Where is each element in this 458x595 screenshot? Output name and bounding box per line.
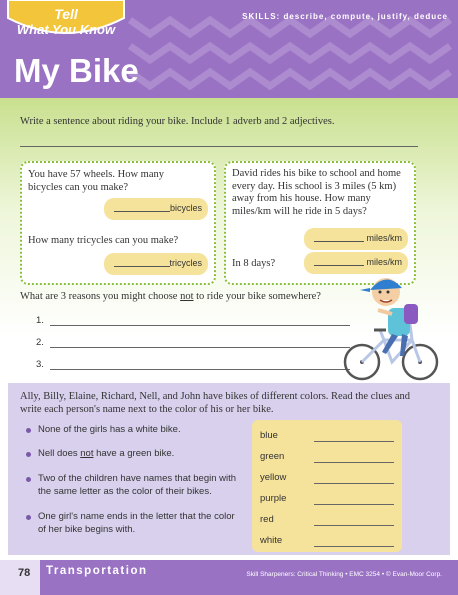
skills-label: SKILLS: describe, compute, justify, deduce	[242, 12, 448, 21]
section-name: Transportation	[46, 565, 148, 577]
page-title: My Bike	[14, 52, 139, 89]
clue-4: One girl's name ends in the letter that the color of her bike begins with.	[38, 511, 235, 535]
tricycles-blank	[114, 266, 170, 267]
bicycles-blank	[114, 211, 170, 212]
badge-line-2: What You Know	[16, 22, 116, 37]
color-label-red: red	[260, 514, 274, 525]
five-days-blank	[314, 241, 364, 242]
clue-1: None of the girls has a white bike.	[38, 424, 181, 435]
sentence-answer-line[interactable]	[20, 146, 418, 147]
bicycles-answer-field[interactable]	[104, 198, 208, 220]
tell-what-you-know-badge	[4, 0, 128, 56]
bullet-icon	[26, 515, 31, 520]
wheels-question: You have 57 wheels. How many bicycles can you make?	[28, 169, 165, 193]
clue-2-end: have a green bike.	[93, 448, 175, 459]
david-question: David rides his bike to school and home every day. His school is 3 miles (5 km) away from his house. How many miles/km will he ride in 5 days?	[232, 168, 401, 217]
answer-line-purple[interactable]	[314, 504, 394, 505]
tricycles-question: How many tricycles can you make?	[28, 235, 179, 246]
eight-days-unit: miles/km	[366, 257, 402, 267]
answer-line-green[interactable]	[314, 462, 394, 463]
answer-line-white[interactable]	[314, 546, 394, 547]
answer-line-red[interactable]	[314, 525, 394, 526]
color-label-purple: purple	[260, 493, 287, 504]
bicycles-unit: bicycles	[169, 203, 202, 213]
sentence-prompt: Write a sentence about riding your bike. Include 1 adverb and 2 adjectives.	[20, 116, 335, 127]
eight-days-question: In 8 days?	[232, 258, 276, 269]
clue-2-start: Nell does	[38, 448, 81, 459]
color-label-yellow: yellow	[260, 472, 287, 483]
color-label-green: green	[260, 451, 285, 462]
answer-line-blue[interactable]	[314, 441, 394, 442]
reasons-prompt-end: to ride your bike somewhere?	[193, 291, 321, 302]
tricycles-answer-field[interactable]	[104, 253, 208, 275]
color-label-blue: blue	[260, 430, 278, 441]
page-number: 78	[18, 567, 31, 579]
clue-2-not: not	[80, 448, 94, 459]
logic-intro: Ally, Billy, Elaine, Richard, Nell, and John have bikes of different colors. Read the clues and write each person's name next to the color of his or her bike.	[20, 391, 411, 415]
reasons-prompt-start: What are 3 reasons you might choose	[20, 291, 181, 302]
reason-number-2: 2.	[36, 337, 44, 348]
reason-line-1[interactable]	[50, 325, 350, 326]
bullet-icon	[26, 477, 31, 482]
bullet-icon	[26, 428, 31, 433]
reasons-prompt-not: not	[180, 291, 194, 302]
reason-line-3[interactable]	[50, 369, 350, 370]
clue-3: Two of the children have names that begin with the same letter as the color of their bikes.	[38, 473, 237, 497]
five-days-answer-field[interactable]	[304, 228, 408, 250]
boy-on-bike-illustration	[340, 264, 444, 386]
footer-credit: Skill Sharpeners: Critical Thinking • EMC 3254 • © Evan-Moor Corp.	[246, 571, 442, 578]
bullet-icon	[26, 452, 31, 457]
badge-line-1: Tell	[54, 6, 78, 22]
reason-number-3: 3.	[36, 359, 44, 370]
tricycles-unit: tricycles	[169, 258, 202, 268]
color-label-white: white	[260, 535, 283, 546]
reason-number-1: 1.	[36, 315, 44, 326]
answer-line-yellow[interactable]	[314, 483, 394, 484]
five-days-unit: miles/km	[366, 233, 402, 243]
clue-2	[38, 447, 238, 460]
reason-line-2[interactable]	[50, 347, 350, 348]
